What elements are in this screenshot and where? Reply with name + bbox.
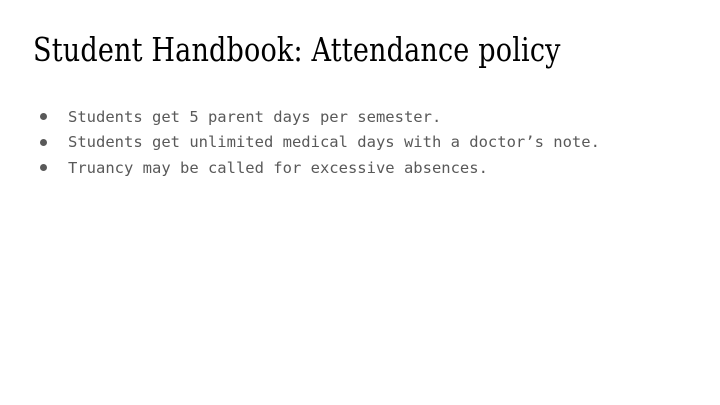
- list-item: [40, 155, 600, 181]
- bullet-text: Truancy may be called for excessive absences.: [68, 158, 488, 177]
- bullet-dot-icon: [40, 139, 47, 146]
- list-item: [40, 104, 600, 130]
- bullet-dot-icon: [40, 113, 47, 120]
- bullet-text: Students get unlimited medical days with a doctor’s note.: [68, 133, 600, 152]
- slide-title: Student Handbook: Attendance policy: [33, 30, 561, 69]
- bullet-dot-icon: [40, 164, 47, 171]
- bullet-text: Students get 5 parent days per semester.: [68, 107, 442, 126]
- bullet-list: [40, 104, 600, 181]
- list-item: [40, 130, 600, 156]
